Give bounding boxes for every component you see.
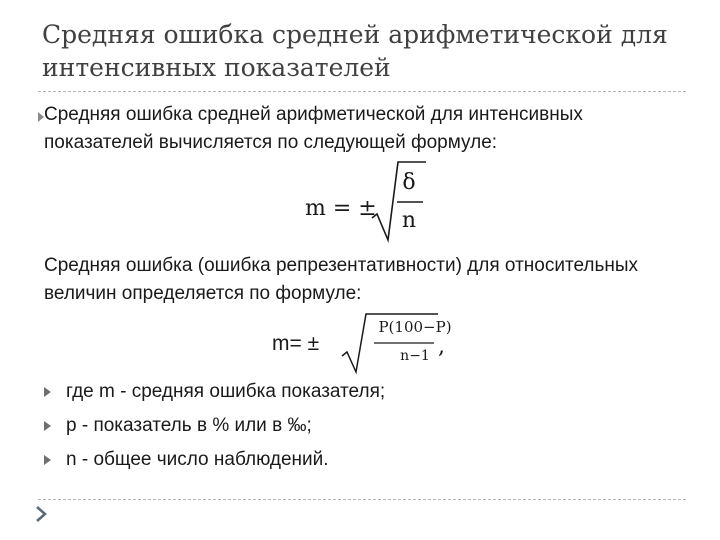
formula1-lhs: m = ± <box>305 196 377 221</box>
list-item <box>44 412 385 446</box>
list-item <box>44 378 385 412</box>
list-item-text: n - общее число наблюдений. <box>66 449 329 470</box>
top-divider <box>38 91 686 92</box>
slide-title: Средняя ошибка средней арифметической для интенсивных показателей <box>42 20 668 82</box>
formula2-trailing-comma: , <box>438 334 445 359</box>
formula1-numerator: δ <box>402 170 416 195</box>
list-item-text: где m - средняя ошибка показателя; <box>66 381 386 402</box>
nav-arrow-icon[interactable] <box>34 505 48 523</box>
formula-relative <box>270 312 480 374</box>
formula2-numerator: P(100−P) <box>378 318 452 336</box>
triangle-bullet-icon <box>44 387 51 397</box>
list-item-text: p - показатель в % или в ‰; <box>66 415 312 436</box>
formula2-lhs: m= ± <box>272 332 320 355</box>
formula1-denominator: n <box>401 208 417 233</box>
formula2-denominator: n−1 <box>400 348 430 364</box>
triangle-bullet-icon <box>44 421 51 431</box>
paragraph-relative: Средняя ошибка (ошибка репрезентативности) для относительных величин определяется по формуле: <box>44 255 639 304</box>
bottom-divider <box>38 499 686 500</box>
formula-intensive <box>300 158 440 248</box>
list-item <box>44 446 385 480</box>
triangle-bullet-icon <box>44 455 51 465</box>
definitions-list <box>44 378 385 480</box>
paragraph-intensive: Средняя ошибка средней арифметической для интенсивных показателей вычисляется по следующей формуле: <box>44 104 583 153</box>
